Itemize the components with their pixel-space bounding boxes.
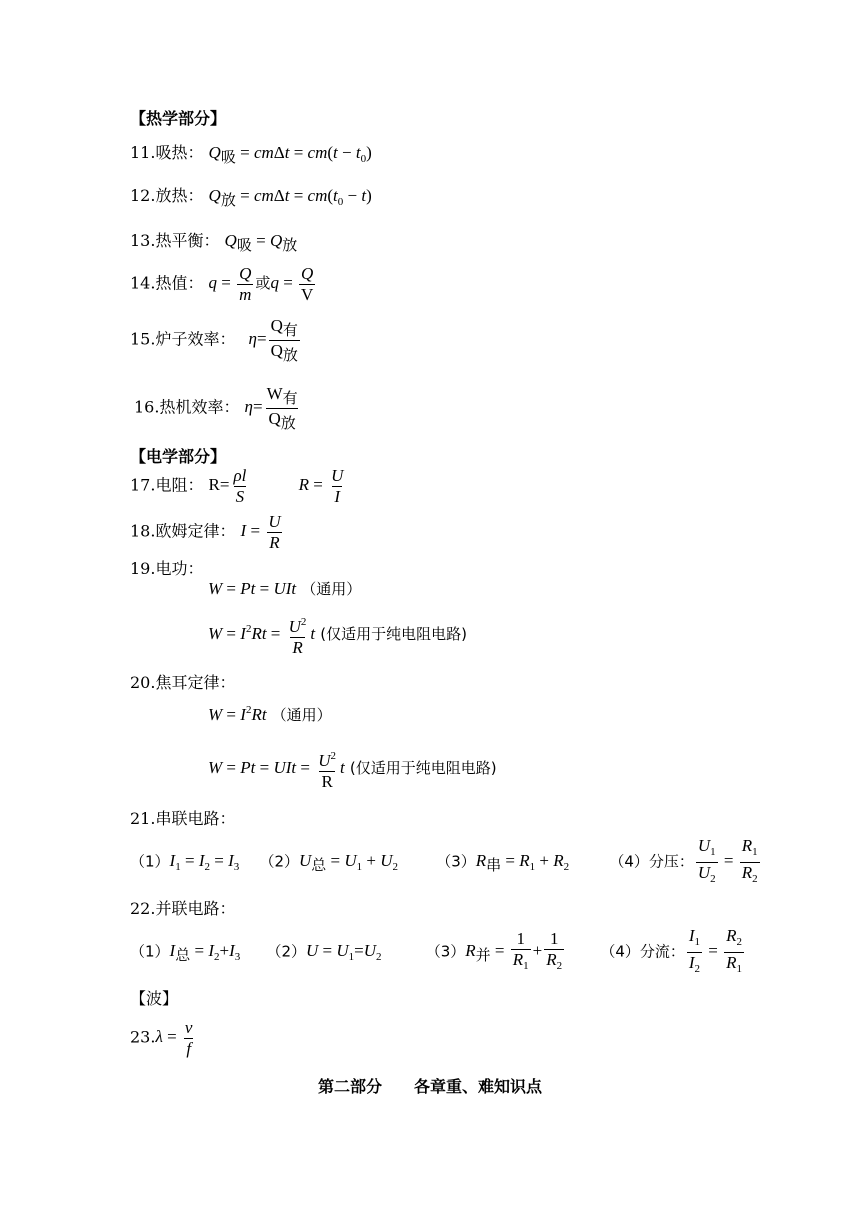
formula-label: 18.欧姆定律： [130, 521, 236, 541]
formula-19-work-pure-resistive: $W = I^2Rt$ = $\frac{U^2}{R}$ t (仅适用于纯电阻电路) [208, 616, 467, 657]
formula-19-work-general: W = Pt = UIt （通用） [208, 579, 362, 598]
section-heading-electric: 【电学部分】 [130, 447, 227, 466]
section-heading-wave: 【波】 [130, 989, 179, 1008]
formula-22-parallel-rules: （1）I总 = $I_2+I_3$ $(2)U = U_1=U_2$ （3）R并 = $\frac{1}{R_1}$ + $\frac{1}{R_2}$ （4）分流： $\frac{I_1}{I_2}$ = $\frac{R_2}{R_1}$ [130, 926, 746, 979]
formula-19-heading: 19.电功： [130, 559, 204, 578]
part-two-heading: 第二部分 各章重、难知识点 [317, 1077, 542, 1096]
formula-18-ohms-law: 18.欧姆定律： I = $\frac{U}{R}$ [130, 512, 281, 552]
formula-label: 17.电阻： [130, 475, 204, 495]
formula-20-heading: 20.焦耳定律： [130, 673, 236, 692]
formula-15-stove-efficiency: 15.炉子效率： η= $\frac{\text{Q有}}{\text{Q放}}$ [130, 316, 298, 364]
formula-21-heading: 21.串联电路： [130, 809, 236, 828]
formula-11-heat-absorbed: 11.吸热： Q吸 = $cm\Delta t = cm(t - t_0)$ [130, 143, 372, 166]
formula-label: 23. [130, 1027, 156, 1047]
formula-21-series-rules: $(1)I_1 = I_2 = I_3$ （2）U总 = $U_1 + U_2$ （3）R串 = $R_1 + R_2$ （4）分压： $\frac{U_1}{U_2}$ = $\frac{R_1}{R_2}$ [130, 836, 762, 889]
formula-20-joule-pure-resistive: W = Pt = UIt = $\frac{U^2}{R}$ t (仅适用于纯电阻电路) [208, 750, 497, 791]
section-heading-thermal: 【热学部分】 [130, 109, 227, 128]
formula-label: 13.热平衡： [130, 231, 220, 250]
formula-12-heat-released: 12.放热： Q放 = $cm\Delta t = cm(t_0 - t)$ [130, 186, 372, 209]
formula-23-wavelength: 23.λ = $\frac{v}{f}$ [130, 1018, 193, 1058]
formula-label: 15.炉子效率： [130, 329, 236, 349]
formula-label: 12.放热： [130, 186, 204, 205]
formula-17-resistance: 17.电阻： R= $\frac{\rho l}{S}$ R = $\frac{U}{I}$ [130, 466, 344, 506]
formula-label: 16.热机效率： [134, 397, 240, 417]
formula-20-joule-general: $W = I^2Rt$ （通用） [208, 704, 332, 724]
formula-label: 14.热值： [130, 273, 204, 293]
formula-13-heat-balance: 13.热平衡： Q吸 = Q放 [130, 231, 298, 254]
formula-16-engine-efficiency: 16.热机效率： η= $\frac{\text{W有}}{\text{Q放}}$ [134, 384, 298, 432]
formula-14-heat-value: 14.热值： q = $\frac{Q}{m}$ 或q = $\frac{Q}{V}$ [130, 264, 314, 304]
formula-22-heading: 22.并联电路： [130, 899, 236, 918]
formula-label: 11.吸热： [130, 143, 204, 162]
